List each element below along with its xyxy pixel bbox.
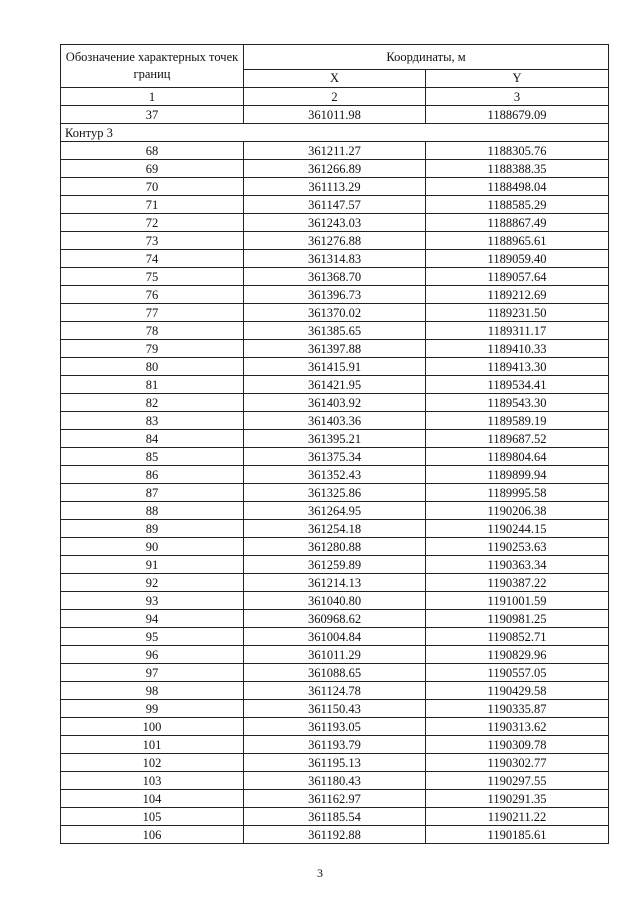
y-coordinate-cell: 1189534.41 xyxy=(426,376,609,394)
table-row xyxy=(61,286,609,304)
table-row xyxy=(61,484,609,502)
x-coordinate-cell: 361276.88 xyxy=(244,232,426,250)
x-coordinate-cell: 361243.03 xyxy=(244,214,426,232)
table-row xyxy=(61,142,609,160)
y-coordinate-cell: 1188867.49 xyxy=(426,214,609,232)
x-coordinate-cell: 361214.13 xyxy=(244,574,426,592)
table-row xyxy=(61,754,609,772)
x-coordinate-cell: 360968.62 xyxy=(244,610,426,628)
table-row xyxy=(61,232,609,250)
x-coordinate-cell: 361325.86 xyxy=(244,484,426,502)
table-header xyxy=(61,45,609,106)
x-coordinate-cell: 361397.88 xyxy=(244,340,426,358)
table-row xyxy=(61,592,609,610)
point-number-cell: 83 xyxy=(61,412,244,430)
point-number-cell: 102 xyxy=(61,754,244,772)
contour-label: Контур 3 xyxy=(61,124,609,142)
y-coordinate-cell: 1190829.96 xyxy=(426,646,609,664)
point-number-cell: 104 xyxy=(61,790,244,808)
point-number-cell: 84 xyxy=(61,430,244,448)
table-row xyxy=(61,250,609,268)
point-number-cell: 81 xyxy=(61,376,244,394)
point-number-cell: 68 xyxy=(61,142,244,160)
point-number-cell: 92 xyxy=(61,574,244,592)
table-row xyxy=(61,610,609,628)
point-number-cell: 89 xyxy=(61,520,244,538)
point-number-cell: 90 xyxy=(61,538,244,556)
point-number-cell: 79 xyxy=(61,340,244,358)
point-number-cell: 82 xyxy=(61,394,244,412)
x-coordinate-cell: 361193.79 xyxy=(244,736,426,754)
y-coordinate-cell: 1190244.15 xyxy=(426,520,609,538)
previous-contour-rows xyxy=(61,106,609,124)
y-coordinate-cell: 1190206.38 xyxy=(426,502,609,520)
point-number-cell: 77 xyxy=(61,304,244,322)
point-number-cell: 96 xyxy=(61,646,244,664)
table-row xyxy=(61,412,609,430)
x-header: X xyxy=(244,70,426,88)
contour-section xyxy=(61,124,609,142)
x-coordinate-cell: 361280.88 xyxy=(244,538,426,556)
x-coordinate-cell: 361040.80 xyxy=(244,592,426,610)
point-number-cell: 76 xyxy=(61,286,244,304)
table-row xyxy=(61,304,609,322)
x-coordinate-cell: 361266.89 xyxy=(244,160,426,178)
y-coordinate-cell: 1189057.64 xyxy=(426,268,609,286)
point-number-cell: 69 xyxy=(61,160,244,178)
point-number-cell: 73 xyxy=(61,232,244,250)
y-coordinate-cell: 1188585.29 xyxy=(426,196,609,214)
table-row xyxy=(61,160,609,178)
table-row xyxy=(61,718,609,736)
y-coordinate-cell: 1189543.30 xyxy=(426,394,609,412)
y-coordinate-cell: 1188388.35 xyxy=(426,160,609,178)
table-row xyxy=(61,556,609,574)
point-number-cell: 86 xyxy=(61,466,244,484)
x-coordinate-cell: 361193.05 xyxy=(244,718,426,736)
y-coordinate-cell: 1190363.34 xyxy=(426,556,609,574)
x-coordinate-cell: 361415.91 xyxy=(244,358,426,376)
point-number-cell: 95 xyxy=(61,628,244,646)
x-coordinate-cell: 361314.83 xyxy=(244,250,426,268)
point-number-cell: 106 xyxy=(61,826,244,844)
x-coordinate-cell: 361192.88 xyxy=(244,826,426,844)
x-coordinate-cell: 361259.89 xyxy=(244,556,426,574)
column-number-row xyxy=(61,88,609,106)
table-row xyxy=(61,772,609,790)
y-coordinate-cell: 1189995.58 xyxy=(426,484,609,502)
y-coordinate-cell: 1190211.22 xyxy=(426,808,609,826)
y-coordinate-cell: 1189899.94 xyxy=(426,466,609,484)
table-row xyxy=(61,736,609,754)
table-row xyxy=(61,448,609,466)
x-coordinate-cell: 361185.54 xyxy=(244,808,426,826)
x-coordinate-cell: 361368.70 xyxy=(244,268,426,286)
x-coordinate-cell: 361004.84 xyxy=(244,628,426,646)
point-designation-header: Обозначение характерных точек границ xyxy=(61,45,244,88)
x-coordinate-cell: 361011.98 xyxy=(244,106,426,124)
table-row xyxy=(61,214,609,232)
table-row xyxy=(61,502,609,520)
y-coordinate-cell: 1190302.77 xyxy=(426,754,609,772)
column-number: 3 xyxy=(426,88,609,106)
y-coordinate-cell: 1188305.76 xyxy=(426,142,609,160)
x-coordinate-cell: 361211.27 xyxy=(244,142,426,160)
x-coordinate-cell: 361124.78 xyxy=(244,682,426,700)
y-coordinate-cell: 1190335.87 xyxy=(426,700,609,718)
point-number-cell: 103 xyxy=(61,772,244,790)
table-row xyxy=(61,376,609,394)
y-coordinate-cell: 1189231.50 xyxy=(426,304,609,322)
y-coordinate-cell: 1189059.40 xyxy=(426,250,609,268)
table-row xyxy=(61,430,609,448)
y-coordinate-cell: 1190981.25 xyxy=(426,610,609,628)
table-row xyxy=(61,268,609,286)
table-row xyxy=(61,808,609,826)
y-coordinate-cell: 1189589.19 xyxy=(426,412,609,430)
point-number-cell: 80 xyxy=(61,358,244,376)
point-number-cell: 87 xyxy=(61,484,244,502)
x-coordinate-cell: 361403.36 xyxy=(244,412,426,430)
y-coordinate-cell: 1190297.55 xyxy=(426,772,609,790)
column-number: 1 xyxy=(61,88,244,106)
table-row xyxy=(61,106,609,124)
x-coordinate-cell: 361370.02 xyxy=(244,304,426,322)
table-row xyxy=(61,322,609,340)
x-coordinate-cell: 361162.97 xyxy=(244,790,426,808)
x-coordinate-cell: 361011.29 xyxy=(244,646,426,664)
y-coordinate-cell: 1190852.71 xyxy=(426,628,609,646)
coordinates-header: Координаты, м xyxy=(244,45,609,70)
y-coordinate-cell: 1189311.17 xyxy=(426,322,609,340)
y-coordinate-cell: 1188679.09 xyxy=(426,106,609,124)
x-coordinate-cell: 361088.65 xyxy=(244,664,426,682)
point-number-cell: 75 xyxy=(61,268,244,286)
y-coordinate-cell: 1188498.04 xyxy=(426,178,609,196)
y-coordinate-cell: 1189212.69 xyxy=(426,286,609,304)
x-coordinate-cell: 361150.43 xyxy=(244,700,426,718)
point-number-cell: 70 xyxy=(61,178,244,196)
y-coordinate-cell: 1189410.33 xyxy=(426,340,609,358)
y-coordinate-cell: 1188965.61 xyxy=(426,232,609,250)
table-row xyxy=(61,628,609,646)
point-number-cell: 72 xyxy=(61,214,244,232)
y-coordinate-cell: 1191001.59 xyxy=(426,592,609,610)
table-row xyxy=(61,682,609,700)
x-coordinate-cell: 361254.18 xyxy=(244,520,426,538)
point-number-cell: 105 xyxy=(61,808,244,826)
x-coordinate-cell: 361395.21 xyxy=(244,430,426,448)
table-row xyxy=(61,358,609,376)
x-coordinate-cell: 361180.43 xyxy=(244,772,426,790)
table-row xyxy=(61,700,609,718)
x-coordinate-cell: 361264.95 xyxy=(244,502,426,520)
y-coordinate-cell: 1190313.62 xyxy=(426,718,609,736)
x-coordinate-cell: 361421.95 xyxy=(244,376,426,394)
table-row xyxy=(61,646,609,664)
point-number-cell: 99 xyxy=(61,700,244,718)
x-coordinate-cell: 361385.65 xyxy=(244,322,426,340)
table-row xyxy=(61,394,609,412)
table-row xyxy=(61,790,609,808)
contour-row xyxy=(61,124,609,142)
y-coordinate-cell: 1190185.61 xyxy=(426,826,609,844)
point-number-cell: 78 xyxy=(61,322,244,340)
table-row xyxy=(61,340,609,358)
y-coordinate-cell: 1190387.22 xyxy=(426,574,609,592)
point-number-cell: 74 xyxy=(61,250,244,268)
x-coordinate-cell: 361352.43 xyxy=(244,466,426,484)
x-coordinate-cell: 361113.29 xyxy=(244,178,426,196)
x-coordinate-cell: 361147.57 xyxy=(244,196,426,214)
point-number-cell: 98 xyxy=(61,682,244,700)
y-coordinate-cell: 1189413.30 xyxy=(426,358,609,376)
coordinates-table xyxy=(60,44,609,844)
table-row xyxy=(61,520,609,538)
point-number-cell: 71 xyxy=(61,196,244,214)
table-row xyxy=(61,664,609,682)
y-coordinate-cell: 1189804.64 xyxy=(426,448,609,466)
x-coordinate-cell: 361195.13 xyxy=(244,754,426,772)
contour-3-rows xyxy=(61,142,609,844)
point-number-cell: 37 xyxy=(61,106,244,124)
y-header: Y xyxy=(426,70,609,88)
y-coordinate-cell: 1190429.58 xyxy=(426,682,609,700)
x-coordinate-cell: 361396.73 xyxy=(244,286,426,304)
y-coordinate-cell: 1189687.52 xyxy=(426,430,609,448)
point-number-cell: 88 xyxy=(61,502,244,520)
table-row xyxy=(61,574,609,592)
y-coordinate-cell: 1190253.63 xyxy=(426,538,609,556)
table-row xyxy=(61,538,609,556)
point-number-cell: 97 xyxy=(61,664,244,682)
y-coordinate-cell: 1190557.05 xyxy=(426,664,609,682)
point-number-cell: 101 xyxy=(61,736,244,754)
point-number-cell: 91 xyxy=(61,556,244,574)
point-number-cell: 94 xyxy=(61,610,244,628)
y-coordinate-cell: 1190309.78 xyxy=(426,736,609,754)
point-number-cell: 93 xyxy=(61,592,244,610)
column-number: 2 xyxy=(244,88,426,106)
point-number-cell: 100 xyxy=(61,718,244,736)
x-coordinate-cell: 361403.92 xyxy=(244,394,426,412)
page-number: 3 xyxy=(317,866,323,880)
table-row xyxy=(61,466,609,484)
point-number-cell: 85 xyxy=(61,448,244,466)
y-coordinate-cell: 1190291.35 xyxy=(426,790,609,808)
table-row xyxy=(61,178,609,196)
x-coordinate-cell: 361375.34 xyxy=(244,448,426,466)
table-row xyxy=(61,826,609,844)
table-row xyxy=(61,196,609,214)
